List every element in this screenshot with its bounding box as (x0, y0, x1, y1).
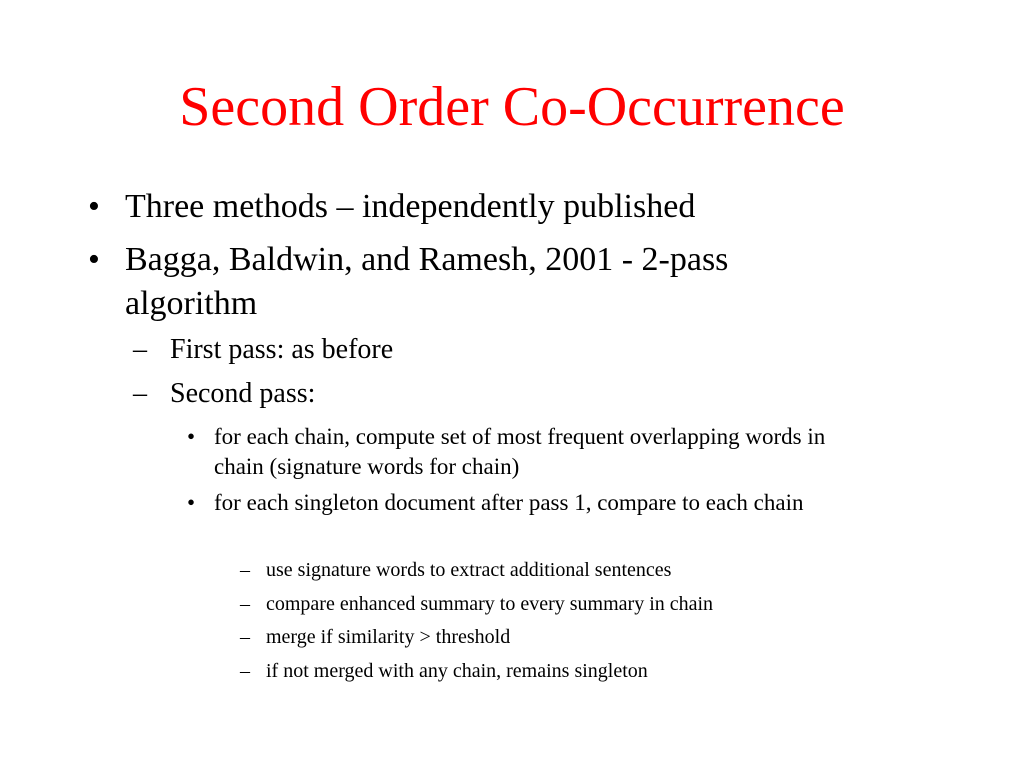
dash-marker: – (240, 593, 250, 615)
slide-title: Second Order Co-Occurrence (179, 76, 845, 138)
bullet-marker: • (187, 490, 196, 515)
level4-text: compare enhanced summary to every summary in chain (266, 593, 714, 615)
level4-text: use signature words to extract additional sentences (266, 559, 672, 581)
bullet-text: Bagga, Baldwin, and Ramesh, 2001 - 2-pass algorithm (125, 241, 729, 322)
dash-marker: – (240, 559, 250, 581)
bullet-marker: • (88, 241, 100, 278)
subbullet-text: First pass: as before (170, 334, 394, 365)
subsubbullet-text: for each chain, compute set of most frequent overlapping words in chain (signature words for chain) (214, 424, 826, 479)
level4-text: merge if similarity > threshold (266, 626, 511, 648)
bullet-marker: • (187, 424, 196, 449)
subbullet-text: Second pass: (170, 378, 316, 409)
dash-marker: – (133, 334, 147, 365)
bullet-text: Three methods – independently published (125, 188, 696, 225)
bullet-marker: • (88, 188, 100, 225)
subsubbullet-text: for each singleton document after pass 1, compare to each chain (214, 490, 804, 515)
dash-marker: – (240, 626, 250, 648)
dash-marker: – (133, 378, 147, 409)
level4-text: if not merged with any chain, remains singleton (266, 660, 648, 682)
dash-marker: – (240, 660, 250, 682)
